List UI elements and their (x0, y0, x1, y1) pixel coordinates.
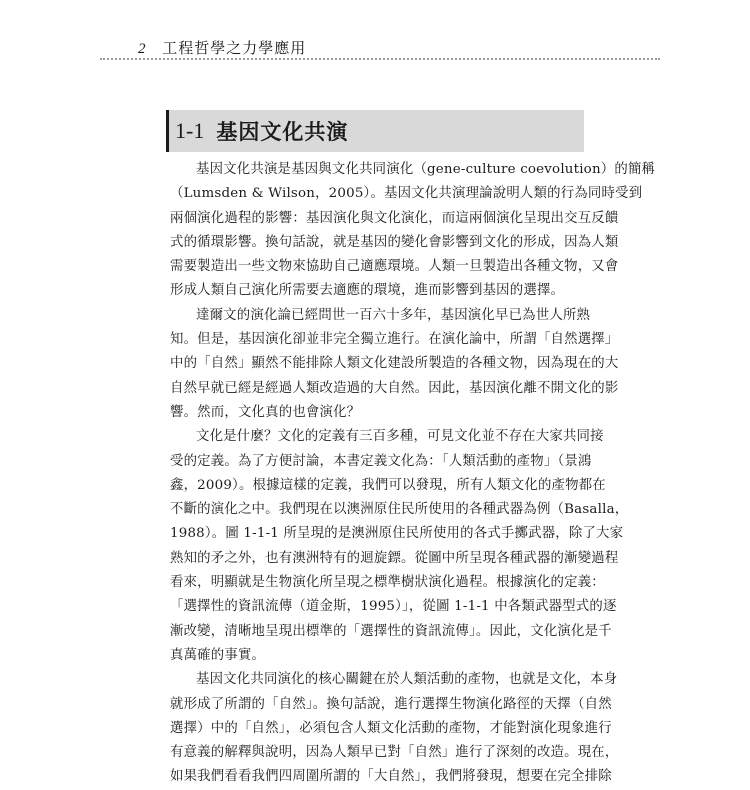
text-line: 基因文化共同演化的核心關鍵在於人類活動的產物，也就是文化，本身 (196, 672, 618, 688)
text-line: 選擇）中的「自然」，必須包含人類文化活動的產物，才能對演化現象進行 (170, 720, 612, 736)
text-line: 真萬確的事實。 (170, 647, 266, 663)
text-line: 文化是什麼？文化的定義有三百多種，可見文化並不存在大家共同接 (196, 429, 604, 445)
section-title: 基因文化共演 (216, 120, 349, 144)
text-line: 兩個演化過程的影響：基因演化與文化演化，而這兩個演化呈現出交互反饋 (170, 210, 619, 226)
running-header (138, 37, 306, 58)
text-line: 有意義的解釋與說明，因為人類早已對「自然」進行了深刻的改造。現在， (170, 745, 619, 761)
text-line: 式的循環影響。換句話說，就是基因的變化會影響到文化的形成，因為人類 (170, 234, 619, 250)
section-heading (166, 110, 584, 152)
text-line: 1988）。圖 1-1-1 所呈現的是澳洲原住民所使用的各式手擲武器，除了大家 (170, 526, 624, 542)
text-line: 熟知的矛之外，也有澳洲特有的迴旋鏢。從圖中所呈現各種武器的漸變過程 (170, 550, 619, 566)
text-line: 知。但是，基因演化卻並非完全獨立進行。在演化論中，所謂「自然選擇」 (170, 332, 619, 348)
text-line: 鑫，2009）。根據這樣的定義，我們可以發現，所有人類文化的產物都在 (170, 477, 606, 493)
body-text (170, 158, 656, 790)
section-heading-accent-bar (166, 110, 169, 152)
text-line: 響。然而，文化真的也會演化？ (170, 404, 361, 420)
text-line: 中的「自然」顯然不能排除人類文化建設所製造的各種文物，因為現在的大 (170, 356, 619, 372)
text-line: （Lumsden & Wilson，2005）。基因文化共演理論說明人類的行為同時受到 (170, 186, 643, 202)
text-line: 不斷的演化之中。我們現在以澳洲原住民所使用的各種武器為例（Basalla， (170, 502, 629, 518)
text-line: 漸改變，清晰地呈現出標準的「選擇性的資訊流傳」。因此，文化演化是千 (170, 623, 612, 639)
text-line: 「選擇性的資訊流傳（道金斯，1995）」，從圖 1-1-1 中各類武器型式的逐 (170, 599, 617, 615)
text-line: 基因文化共演是基因與文化共同演化（gene-culture coevolution）的簡稱 (196, 162, 656, 177)
text-line: 看來，明顯就是生物演化所呈現之標準樹狀演化過程。根據演化的定義： (170, 575, 605, 591)
text-line: 如果我們看看我們四周圍所謂的「大自然」，我們將發現，想要在完全排除 (170, 769, 612, 785)
header-dotted-rule (100, 58, 660, 60)
text-line: 達爾文的演化論已經問世一百六十多年，基因演化早已為世人所熟 (196, 307, 591, 323)
text-line: 自然早就已經是經過人類改造過的大自然。因此，基因演化離不開文化的影 (170, 380, 619, 396)
section-number: 1-1 (175, 118, 205, 143)
page-number: 2 (138, 41, 147, 57)
text-line: 就形成了所謂的「自然」。換句話說，進行選擇生物演化路徑的天擇（自然 (170, 696, 612, 712)
text-line: 需要製造出一些文物來協助自己適應環境。人類一旦製造出各種文物，又會 (170, 259, 619, 275)
book-title: 工程哲學之力學應用 (162, 39, 307, 57)
text-line: 受的定義。為了方便討論，本書定義文化為：「人類活動的產物」（景鴻 (170, 453, 592, 469)
text-line: 形成人類自己演化所需要去適應的環境，進而影響到基因的選擇。 (170, 283, 565, 299)
